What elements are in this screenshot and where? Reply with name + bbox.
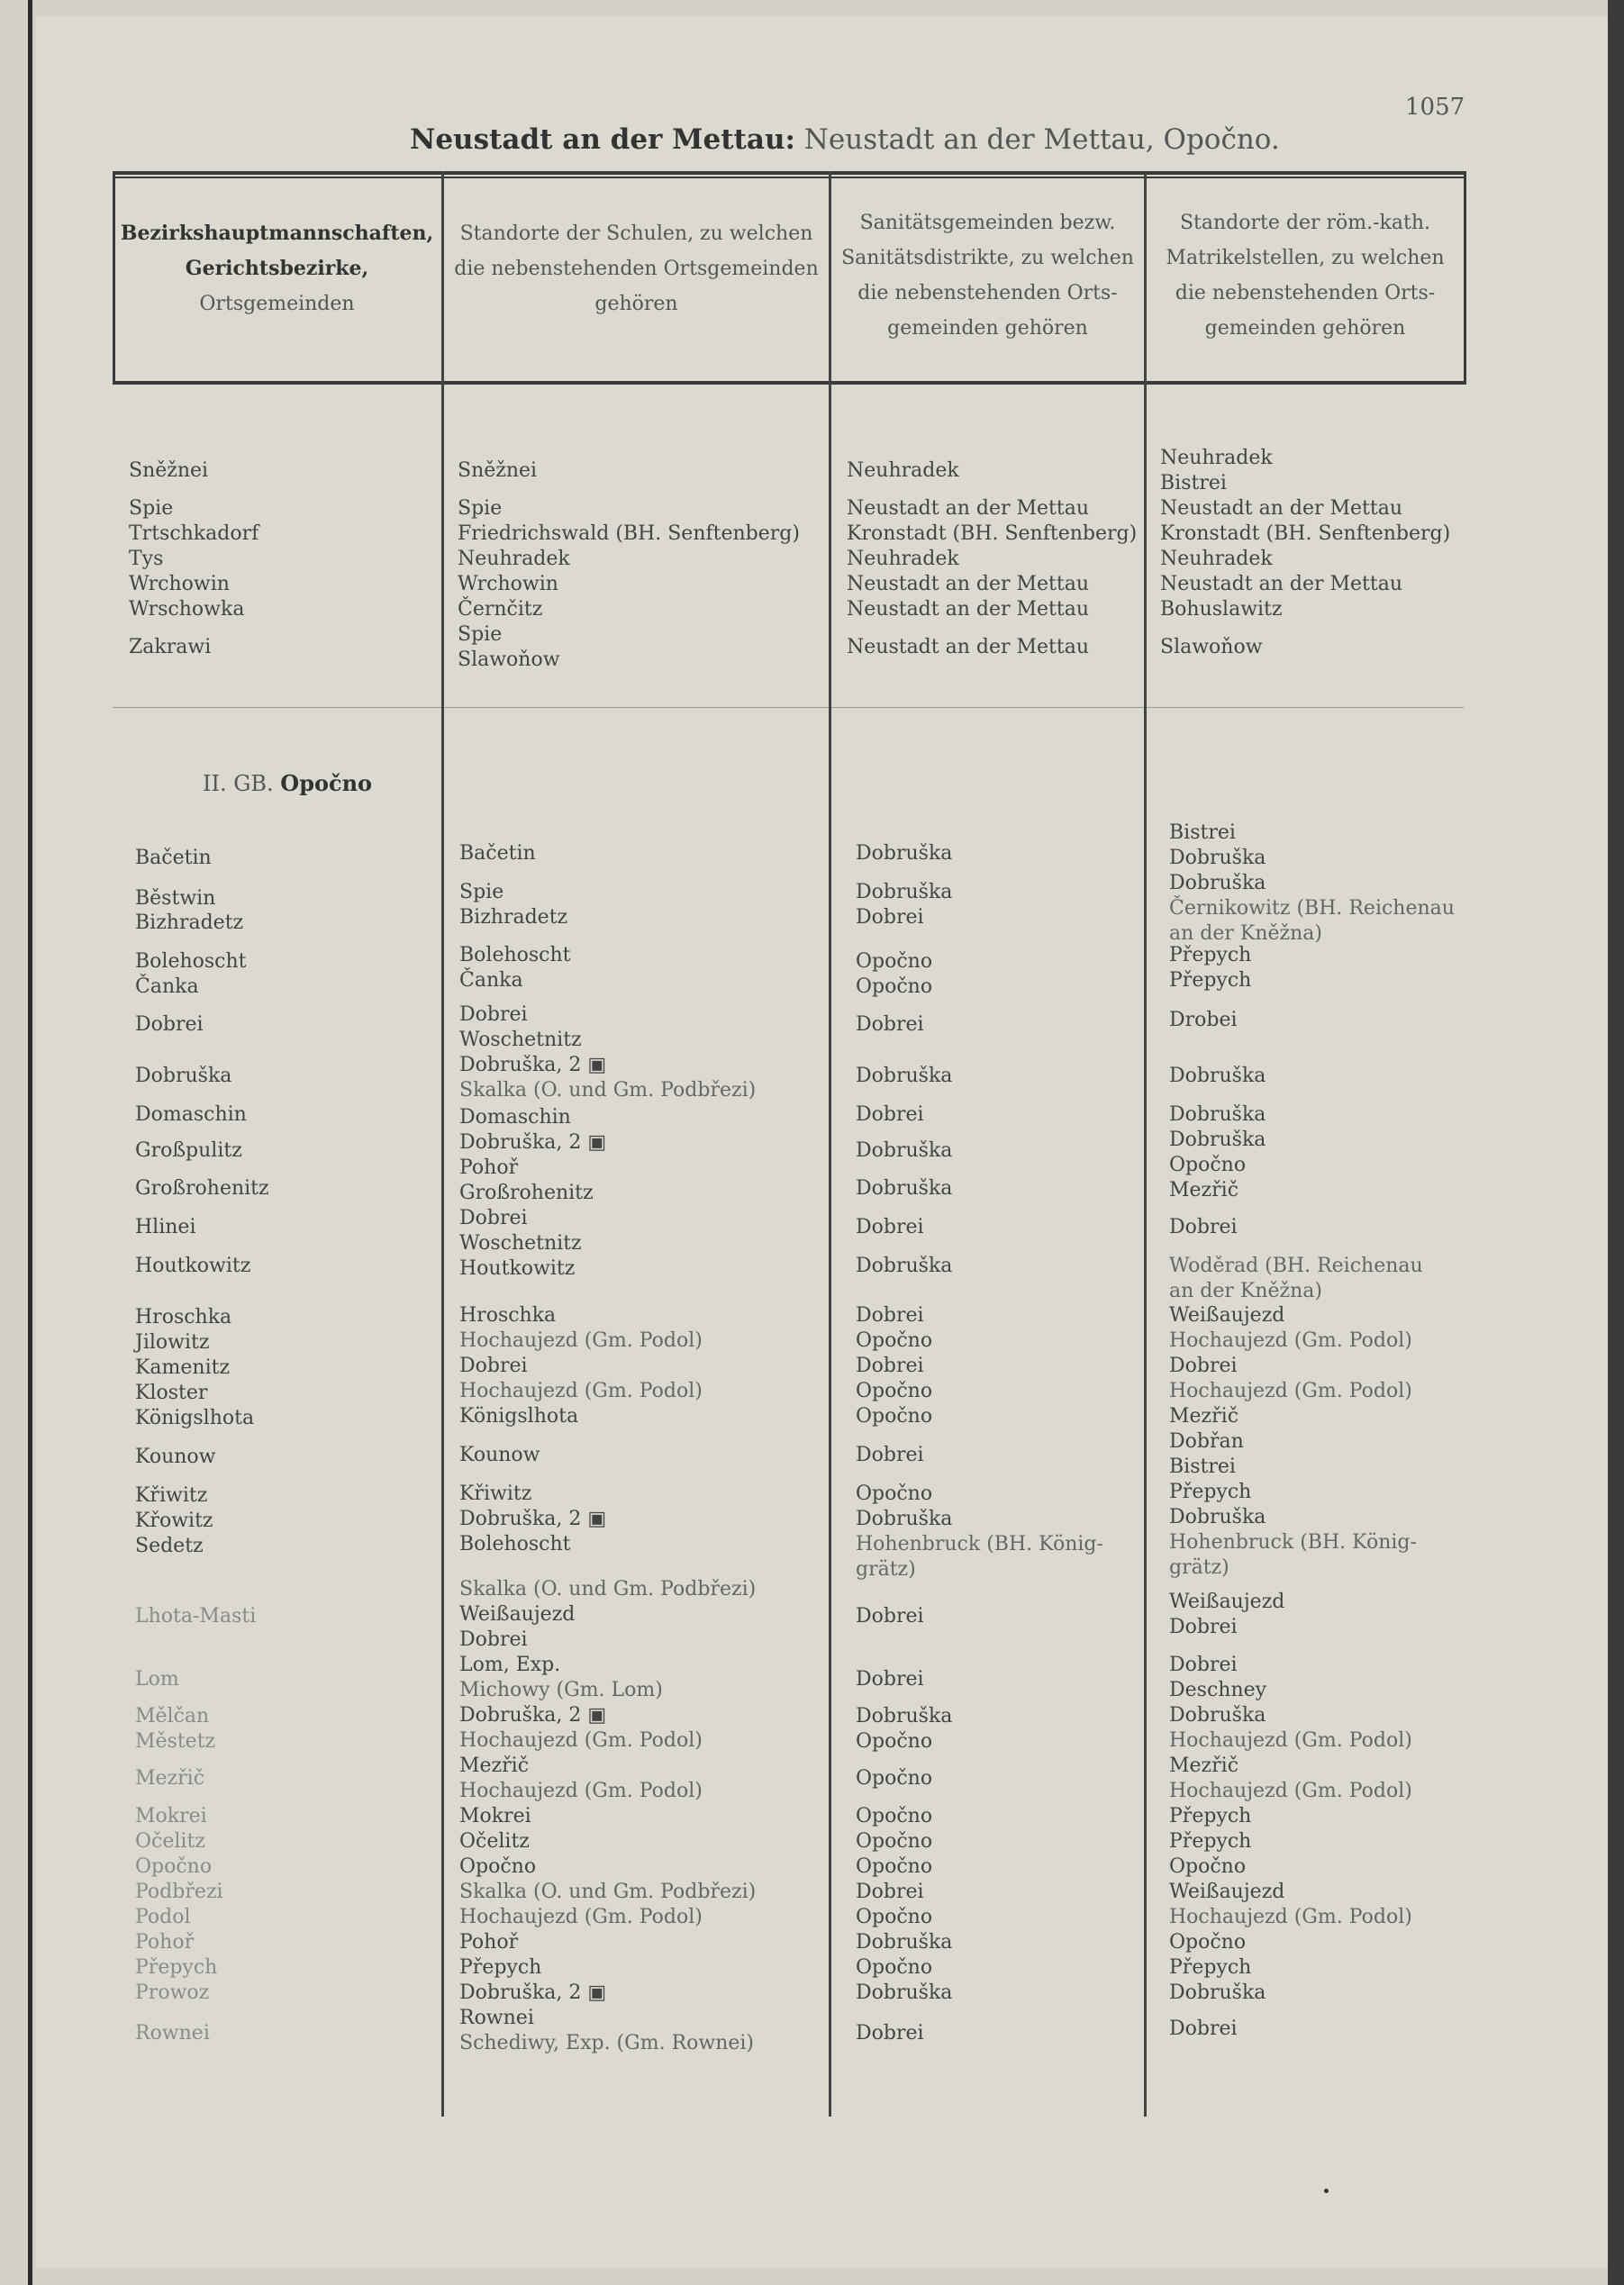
s2-col1-entry: Bolehoscht bbox=[135, 950, 247, 973]
s2-col4-entry: grätz) bbox=[1169, 1556, 1229, 1579]
s2-col3-entry: Opočno bbox=[856, 1767, 933, 1790]
header-bottom-rule bbox=[113, 381, 1466, 385]
s2-col2-entry: Dobruška, 2 ▣ bbox=[459, 1704, 607, 1727]
s2-col4-entry: Hochaujezd (Gm. Podol) bbox=[1169, 1729, 1412, 1752]
s2-col4-entry: Drobei bbox=[1169, 1009, 1238, 1031]
s2-col1-entry: Podol bbox=[135, 1906, 191, 1928]
s2-col4-entry: Přepych bbox=[1169, 969, 1252, 992]
s2-col3-entry: Opočno bbox=[856, 1329, 933, 1352]
header-col2-line2: die nebenstehenden Ortsgemeinden bbox=[454, 258, 819, 280]
s2-col3-entry: Dobruška bbox=[856, 1931, 953, 1954]
s2-col1-entry: Hroschka bbox=[135, 1306, 232, 1328]
s2-col2-entry: Skalka (O. und Gm. Podbřezi) bbox=[459, 1578, 757, 1600]
s2-col2-entry: Dobruška, 2 ▣ bbox=[459, 1508, 607, 1530]
s2-col1-entry: Čanka bbox=[135, 975, 199, 998]
s2-col3-entry: Opočno bbox=[856, 1380, 933, 1402]
s2-col2-entry: Dobrei bbox=[459, 1207, 528, 1229]
s2-col1-entry: Kloster bbox=[135, 1382, 208, 1404]
s2-col2-entry: Domaschin bbox=[459, 1106, 571, 1129]
s2-col3-entry: Opočno bbox=[856, 950, 933, 973]
header-col4-line4: gemeinden gehören bbox=[1204, 317, 1406, 340]
s1-c1-6: Zakrawi bbox=[129, 636, 212, 658]
s2-col2-entry: Bačetin bbox=[459, 842, 536, 865]
s2-col1-entry: Běstwin bbox=[135, 887, 216, 910]
s1-c4-0: Neuhradek bbox=[1160, 447, 1273, 469]
s2-col3-entry: Dobruška bbox=[856, 881, 953, 903]
header-col1 bbox=[113, 216, 441, 322]
header-col1-line2: Gerichtsbezirke, bbox=[185, 257, 369, 280]
s1-c1-0: Sněžnei bbox=[129, 459, 209, 482]
s2-col1-entry: Pohoř bbox=[135, 1931, 195, 1954]
s2-col2-entry: Bizhradetz bbox=[459, 906, 568, 929]
s1-c1-1: Spie bbox=[129, 497, 174, 520]
s2-col4-entry: Weißaujezd bbox=[1169, 1881, 1285, 1903]
s2-col4-entry: Hochaujezd (Gm. Podol) bbox=[1169, 1380, 1412, 1402]
header-col1-line3: Ortsgemeinden bbox=[199, 293, 355, 315]
header-right-rule bbox=[1464, 171, 1466, 385]
s1-c3-3: Neuhradek bbox=[847, 548, 959, 570]
print-speck bbox=[1324, 2189, 1329, 2193]
s2-col1-entry: Houtkowitz bbox=[135, 1255, 251, 1277]
header-col4-line1: Standorte der röm.-kath. bbox=[1179, 212, 1430, 234]
s2-col1-entry: Podbřezi bbox=[135, 1881, 223, 1903]
s2-col4-entry: Bistrei bbox=[1169, 821, 1236, 844]
s2-col3-entry: Dobrei bbox=[856, 1103, 924, 1126]
s2-col3-entry: Opočno bbox=[856, 1906, 933, 1928]
s2-col4-entry: Hochaujezd (Gm. Podol) bbox=[1169, 1329, 1412, 1352]
s1-c3-1: Neustadt an der Mettau bbox=[847, 497, 1090, 520]
s2-col4-entry: Přepych bbox=[1169, 1805, 1252, 1827]
header-col4-line2: Matrikelstellen, zu welchen bbox=[1166, 247, 1445, 269]
s2-col4-entry: Dobrei bbox=[1169, 1216, 1238, 1238]
s1-c1-3: Tys bbox=[129, 548, 164, 570]
s2-col1-entry: Hlinei bbox=[135, 1216, 196, 1238]
s2-col4-entry: Dobruška bbox=[1169, 1981, 1266, 2004]
s1-c3-5: Neustadt an der Mettau bbox=[847, 598, 1090, 621]
s2-col4-entry: Přepych bbox=[1169, 1481, 1252, 1503]
s2-col3-entry: Opočno bbox=[856, 1855, 933, 1878]
s2-col2-entry: Přepych bbox=[459, 1956, 542, 1979]
s1-c3-4: Neustadt an der Mettau bbox=[847, 573, 1090, 595]
s2-col4-entry: Woděrad (BH. Reichenau bbox=[1169, 1255, 1423, 1277]
s2-col2-entry: Dobruška, 2 ▣ bbox=[459, 1131, 607, 1154]
s2-col3-entry: Dobrei bbox=[856, 1881, 924, 1903]
s2-col4-entry: Mezřič bbox=[1169, 1405, 1239, 1428]
s2-col2-entry: Rownei bbox=[459, 2007, 534, 2029]
s2-col3-entry: Dobruška bbox=[856, 842, 953, 865]
s2-col4-entry: Hochaujezd (Gm. Podol) bbox=[1169, 1780, 1412, 1802]
header-col3-line4: gemeinden gehören bbox=[887, 317, 1088, 340]
s2-col1-entry: Rownei bbox=[135, 2022, 210, 2045]
s2-col2-entry: Dobruška, 2 ▣ bbox=[459, 1054, 607, 1076]
s2-col1-entry: Jilowitz bbox=[135, 1331, 210, 1354]
s2-col4-entry: Dobruška bbox=[1169, 1129, 1266, 1151]
s1-c3-0: Neuhradek bbox=[847, 459, 959, 482]
s2-col3-entry: Dobruška bbox=[856, 1065, 953, 1087]
s2-col2-entry: Dobruška, 2 ▣ bbox=[459, 1981, 607, 2004]
s2-col2-entry: Lom, Exp. bbox=[459, 1654, 561, 1676]
s2-col4-entry: Bistrei bbox=[1169, 1455, 1236, 1478]
s2-col3-entry: Dobruška bbox=[856, 1705, 953, 1727]
s1-c1-5: Wrschowka bbox=[129, 598, 245, 621]
s2-col2-entry: Očelitz bbox=[459, 1830, 530, 1853]
page-edge bbox=[1608, 0, 1624, 2285]
s2-col3-entry: Dobrei bbox=[856, 2022, 924, 2045]
s2-col4-entry: Opočno bbox=[1169, 1154, 1247, 1176]
s2-col2-entry: Großrohenitz bbox=[459, 1182, 594, 1204]
s2-col4-entry: Mezřič bbox=[1169, 1755, 1239, 1777]
s2-col2-entry: Houtkowitz bbox=[459, 1257, 576, 1280]
s1-c4-7: Slawoňow bbox=[1160, 636, 1263, 658]
s2-col4-entry: Dobrei bbox=[1169, 1355, 1238, 1377]
header-col2-line1: Standorte der Schulen, zu welchen bbox=[459, 222, 813, 245]
s2-col2-entry: Michowy (Gm. Lom) bbox=[459, 1679, 663, 1701]
s2-col1-entry: Lhota-Masti bbox=[135, 1605, 257, 1628]
s2-col4-entry: Dobrei bbox=[1169, 1654, 1238, 1676]
s2-col3-entry: Dobrei bbox=[856, 1304, 924, 1327]
s1-c2-4: Wrchowin bbox=[458, 573, 558, 595]
s2-col2-entry: Spie bbox=[459, 881, 504, 903]
s2-col1-entry: Großpulitz bbox=[135, 1139, 242, 1162]
s2-col3-entry: Opočno bbox=[856, 1405, 933, 1428]
s2-col3-entry: Dobruška bbox=[856, 1981, 953, 2004]
s2-col2-entry: Hochaujezd (Gm. Podol) bbox=[459, 1729, 703, 1752]
s2-col4-entry: Mezřič bbox=[1169, 1179, 1239, 1201]
s2-col1-entry: Přepych bbox=[135, 1956, 218, 1979]
s2-col1-entry: Prowoz bbox=[135, 1981, 210, 2004]
header-col1-line1: Bezirkshauptmannschaften, bbox=[120, 222, 434, 245]
s2-col4-entry: Dobrei bbox=[1169, 1616, 1238, 1638]
s2-col2-entry: Hochaujezd (Gm. Podol) bbox=[459, 1780, 703, 1802]
s2-col4-entry: Weißaujezd bbox=[1169, 1591, 1285, 1613]
s2-col2-entry: Pohoř bbox=[459, 1156, 519, 1179]
s2-col2-entry: Hochaujezd (Gm. Podol) bbox=[459, 1906, 703, 1928]
page-number: 1057 bbox=[1405, 94, 1465, 121]
s2-col3-entry: Opočno bbox=[856, 1956, 933, 1979]
s2-col1-entry: Opočno bbox=[135, 1855, 213, 1878]
s2-col4-entry: Weißaujezd bbox=[1169, 1304, 1285, 1327]
s2-col2-entry: Kounow bbox=[459, 1444, 540, 1466]
s2-col1-entry: Městetz bbox=[135, 1730, 216, 1753]
s1-c2-1: Spie bbox=[458, 497, 503, 520]
s1-c4-6: Bohuslawitz bbox=[1160, 598, 1283, 621]
s2-col4-entry: Hohenbruck (BH. König- bbox=[1169, 1531, 1417, 1554]
title-bold: Neustadt an der Mettau: bbox=[410, 123, 795, 156]
s1-c1-2: Trtschkadorf bbox=[129, 522, 259, 545]
s1-c2-7: Slawoňow bbox=[458, 648, 560, 671]
s2-col4-entry: Dobruška bbox=[1169, 1506, 1266, 1528]
s1-c4-5: Neustadt an der Mettau bbox=[1160, 573, 1403, 595]
s2-col1-entry: Bizhradetz bbox=[135, 911, 244, 934]
s2-col2-entry: Mokrei bbox=[459, 1805, 531, 1827]
s2-col4-entry: Hochaujezd (Gm. Podol) bbox=[1169, 1906, 1412, 1928]
s2-col3-entry: Opočno bbox=[856, 975, 933, 998]
header-col3-line2: Sanitätsdistrikte, zu welchen bbox=[841, 247, 1134, 269]
s2-col2-entry: Mezřič bbox=[459, 1755, 530, 1777]
s1-c4-1: Bistrei bbox=[1160, 472, 1227, 494]
s2-col3-entry: Dobrei bbox=[856, 906, 924, 929]
s1-c3-2: Kronstadt (BH. Senftenberg) bbox=[847, 522, 1138, 545]
s2-col2-entry: Hroschka bbox=[459, 1304, 557, 1327]
s2-col3-entry: Opočno bbox=[856, 1805, 933, 1827]
s1-c2-5: Černčitz bbox=[458, 598, 543, 621]
s2-col2-entry: Schediwy, Exp. (Gm. Rownei) bbox=[459, 2032, 755, 2054]
s2-col3-entry: Opočno bbox=[856, 1483, 933, 1505]
header-col4-line3: die nebenstehenden Orts- bbox=[1175, 282, 1436, 304]
s2-col4-entry: Dobruška bbox=[1169, 1103, 1266, 1126]
s1-c2-3: Neuhradek bbox=[458, 548, 570, 570]
s1-c2-6: Spie bbox=[458, 623, 503, 646]
s2-col4-entry: Černikowitz (BH. Reichenau bbox=[1169, 897, 1455, 920]
s2-col1-entry: Kounow bbox=[135, 1446, 216, 1468]
section-heading-name: Opočno bbox=[280, 770, 373, 796]
header-col4 bbox=[1147, 205, 1464, 346]
s2-col1-entry: Sedetz bbox=[135, 1535, 204, 1557]
s2-col4-entry: Dobruška bbox=[1169, 1065, 1266, 1087]
header-col2-line3: gehören bbox=[594, 293, 678, 315]
title-rest: Neustadt an der Mettau, Opočno. bbox=[794, 123, 1280, 156]
s2-col4-entry: Dobruška bbox=[1169, 872, 1266, 894]
s2-col1-entry: Bačetin bbox=[135, 847, 212, 869]
section-heading bbox=[203, 770, 372, 796]
s2-col3-entry: Dobrei bbox=[856, 1216, 924, 1238]
s2-col1-entry: Křiwitz bbox=[135, 1484, 208, 1507]
s2-col1-entry: Lom bbox=[135, 1668, 179, 1691]
page-title bbox=[410, 123, 1280, 156]
s2-col2-entry: Opočno bbox=[459, 1855, 537, 1878]
s2-col3-entry: Dobruška bbox=[856, 1139, 953, 1162]
s1-c4-4: Neuhradek bbox=[1160, 548, 1273, 570]
s2-col3-entry: Opočno bbox=[856, 1830, 933, 1853]
s2-col2-entry: Dobrei bbox=[459, 1003, 528, 1026]
s2-col4-entry: an der Kněžna) bbox=[1169, 1280, 1322, 1302]
s2-col4-entry: Opočno bbox=[1169, 1931, 1247, 1954]
s2-col3-entry: Dobrei bbox=[856, 1444, 924, 1466]
header-col3-line1: Sanitätsgemeinden bezw. bbox=[859, 212, 1116, 234]
s2-col1-entry: Großrohenitz bbox=[135, 1177, 269, 1200]
s2-col2-entry: Skalka (O. und Gm. Podbřezi) bbox=[459, 1881, 757, 1903]
s2-col4-entry: Přepych bbox=[1169, 944, 1252, 966]
s2-col2-entry: Königslhota bbox=[459, 1405, 579, 1428]
s2-col4-entry: Dobrei bbox=[1169, 2018, 1238, 2040]
s2-col3-entry: Hohenbruck (BH. König- bbox=[856, 1533, 1103, 1555]
column-rule-2 bbox=[829, 171, 831, 2117]
column-rule-3 bbox=[1144, 171, 1147, 2117]
table-top-rule-thin bbox=[113, 177, 1466, 178]
s2-col1-entry: Kamenitz bbox=[135, 1356, 231, 1379]
s2-col1-entry: Dobrei bbox=[135, 1013, 204, 1036]
s2-col3-entry: Dobruška bbox=[856, 1255, 953, 1277]
s1-c4-2: Neustadt an der Mettau bbox=[1160, 497, 1403, 520]
s2-col3-entry: Dobrei bbox=[856, 1668, 924, 1691]
s2-col3-entry: Dobrei bbox=[856, 1013, 924, 1036]
s1-c2-0: Sněžnei bbox=[458, 459, 538, 482]
s2-col1-entry: Mokrei bbox=[135, 1805, 207, 1827]
binding-edge bbox=[28, 0, 32, 2285]
s2-col1-entry: Königslhota bbox=[135, 1407, 255, 1429]
s2-col4-entry: Deschney bbox=[1169, 1679, 1267, 1701]
s2-col1-entry: Domaschin bbox=[135, 1103, 247, 1126]
s2-col2-entry: Hochaujezd (Gm. Podol) bbox=[459, 1380, 703, 1402]
s1-c1-4: Wrchowin bbox=[129, 573, 230, 595]
header-col3 bbox=[831, 205, 1144, 346]
s2-col2-entry: Dobrei bbox=[459, 1628, 528, 1651]
s2-col2-entry: Čanka bbox=[459, 969, 523, 992]
s2-col4-entry: Dobruška bbox=[1169, 847, 1266, 869]
s2-col2-entry: Hochaujezd (Gm. Podol) bbox=[459, 1329, 703, 1352]
s2-col3-entry: Dobruška bbox=[856, 1177, 953, 1200]
table-top-rule bbox=[113, 171, 1466, 175]
s2-col1-entry: Mělčan bbox=[135, 1705, 210, 1727]
s2-col3-entry: Dobrei bbox=[856, 1355, 924, 1377]
header-col3-line3: die nebenstehenden Orts- bbox=[857, 282, 1118, 304]
s2-col2-entry: Dobrei bbox=[459, 1355, 528, 1377]
s2-col2-entry: Weißaujezd bbox=[459, 1603, 576, 1626]
s2-col1-entry: Mezřič bbox=[135, 1767, 205, 1790]
section-heading-prefix: II. GB. bbox=[203, 771, 274, 796]
s2-col2-entry: Skalka (O. und Gm. Podbřezi) bbox=[459, 1079, 757, 1102]
s2-col2-entry: Woschetnitz bbox=[459, 1029, 582, 1051]
s2-col3-entry: Opočno bbox=[856, 1730, 933, 1753]
s2-col1-entry: Očelitz bbox=[135, 1830, 205, 1853]
header-col2 bbox=[444, 216, 829, 322]
s2-col4-entry: Opočno bbox=[1169, 1855, 1247, 1878]
s2-col4-entry: Přepych bbox=[1169, 1956, 1252, 1979]
s2-col4-entry: Přepych bbox=[1169, 1830, 1252, 1853]
s2-col2-entry: Křiwitz bbox=[459, 1483, 532, 1505]
s2-col3-entry: grätz) bbox=[856, 1558, 916, 1581]
s1-c4-3: Kronstadt (BH. Senftenberg) bbox=[1160, 522, 1451, 545]
s1-c2-2: Friedrichswald (BH. Senftenberg) bbox=[458, 522, 800, 545]
s2-col1-entry: Křowitz bbox=[135, 1510, 213, 1532]
s1-c3-6: Neustadt an der Mettau bbox=[847, 636, 1090, 658]
column-rule-1 bbox=[441, 171, 444, 2117]
s2-col4-entry: an der Kněžna) bbox=[1169, 922, 1322, 945]
s2-col4-entry: Dobřan bbox=[1169, 1430, 1244, 1453]
s2-col2-entry: Bolehoscht bbox=[459, 1533, 571, 1555]
s2-col2-entry: Pohoř bbox=[459, 1931, 519, 1954]
s2-col3-entry: Dobrei bbox=[856, 1605, 924, 1628]
s2-col2-entry: Woschetnitz bbox=[459, 1232, 582, 1255]
s2-col3-entry: Dobruška bbox=[856, 1508, 953, 1530]
s2-col1-entry: Dobruška bbox=[135, 1065, 232, 1087]
s2-col4-entry: Dobruška bbox=[1169, 1704, 1266, 1727]
section-divider bbox=[113, 707, 1464, 708]
s2-col2-entry: Bolehoscht bbox=[459, 944, 571, 966]
